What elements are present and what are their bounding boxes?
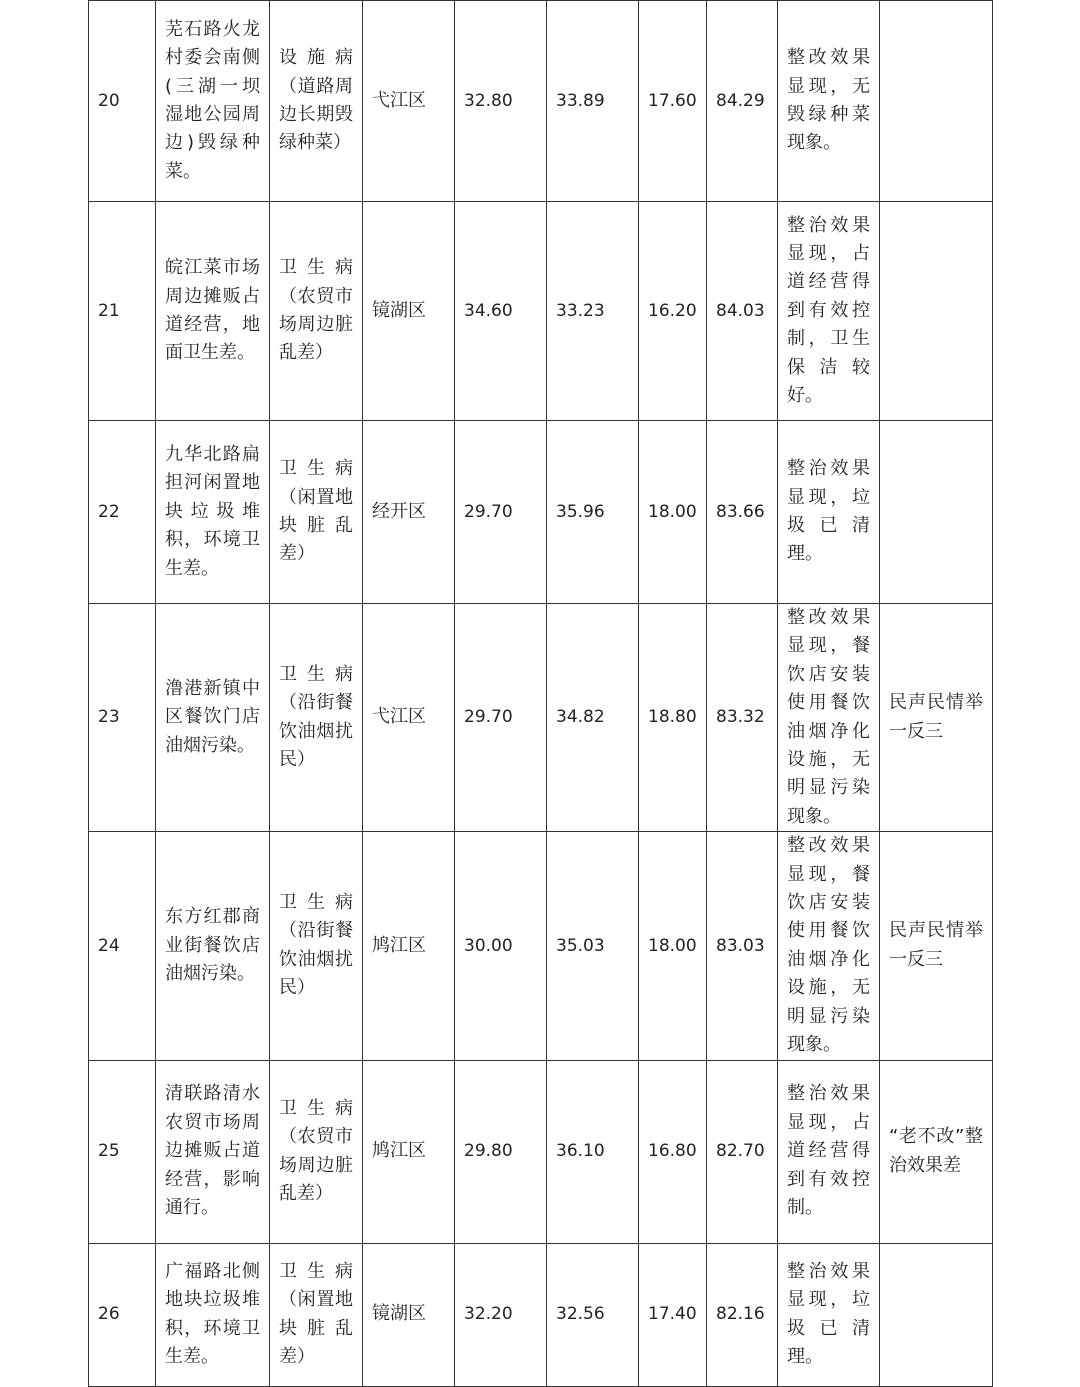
table-row <box>89 1060 993 1243</box>
problem-location-cell: 东方红郡商业街餐饮店油烟污染。 <box>156 832 270 1060</box>
remark-cell <box>880 202 993 421</box>
district-cell: 经开区 <box>363 421 455 604</box>
score-3-cell: 18.80 <box>639 604 707 832</box>
score-2-cell: 36.10 <box>547 1060 639 1243</box>
problem-category-cell: 卫生病（沿街餐饮油烟扰民） <box>270 604 363 832</box>
problem-location-cell: 皖江菜市场周边摊贩占道经营，地面卫生差。 <box>156 202 270 421</box>
row-number-cell: 20 <box>89 1 156 202</box>
problem-location-cell: 澛港新镇中区餐饮门店油烟污染。 <box>156 604 270 832</box>
problem-category-cell: 卫生病（农贸市场周边脏乱差） <box>270 1060 363 1243</box>
score-1-cell: 32.20 <box>455 1243 547 1386</box>
score-3-cell: 17.40 <box>639 1243 707 1386</box>
score-3-cell: 16.20 <box>639 202 707 421</box>
table-row <box>89 604 993 832</box>
score-1-cell: 29.70 <box>455 421 547 604</box>
district-cell: 鸠江区 <box>363 832 455 1060</box>
total-score-cell: 83.03 <box>707 832 778 1060</box>
problem-category-cell: 卫生病（农贸市场周边脏乱差） <box>270 202 363 421</box>
rectification-effect-cell: 整改效果显现，无毁绿种菜现象。 <box>778 1 880 202</box>
row-number-cell: 24 <box>89 832 156 1060</box>
problem-location-cell: 清联路清水农贸市场周边摊贩占道经营，影响通行。 <box>156 1060 270 1243</box>
district-cell: 镜湖区 <box>363 202 455 421</box>
rectification-effect-cell: 整改效果显现，餐饮店安装使用餐饮油烟净化设施，无明显污染现象。 <box>778 604 880 832</box>
remark-cell <box>880 421 993 604</box>
row-number-cell: 26 <box>89 1243 156 1386</box>
score-2-cell: 32.56 <box>547 1243 639 1386</box>
score-1-cell: 29.70 <box>455 604 547 832</box>
problem-category-cell: 设施病（道路周边长期毁绿种菜） <box>270 1 363 202</box>
total-score-cell: 84.29 <box>707 1 778 202</box>
rectification-effect-cell: 整治效果显现，垃圾已清理。 <box>778 421 880 604</box>
remark-cell: 民声民情举一反三 <box>880 832 993 1060</box>
problem-category-cell: 卫生病（闲置地块脏乱差） <box>270 1243 363 1386</box>
problem-location-cell: 广福路北侧地块垃圾堆积，环境卫生差。 <box>156 1243 270 1386</box>
rectification-effect-cell: 整治效果显现，垃圾已清理。 <box>778 1243 880 1386</box>
table-row <box>89 421 993 604</box>
problem-category-cell: 卫生病（沿街餐饮油烟扰民） <box>270 832 363 1060</box>
problem-category-cell: 卫生病（闲置地块脏乱差） <box>270 421 363 604</box>
remark-cell: “老不改”整治效果差 <box>880 1060 993 1243</box>
score-3-cell: 18.00 <box>639 421 707 604</box>
remark-cell <box>880 1243 993 1386</box>
rectification-effect-cell: 整治效果显现，占道经营得到有效控制。 <box>778 1060 880 1243</box>
score-1-cell: 29.80 <box>455 1060 547 1243</box>
total-score-cell: 83.32 <box>707 604 778 832</box>
score-3-cell: 17.60 <box>639 1 707 202</box>
row-number-cell: 21 <box>89 202 156 421</box>
rectification-effect-cell: 整治效果显现，占道经营得到有效控制，卫生保洁较好。 <box>778 202 880 421</box>
row-number-cell: 25 <box>89 1060 156 1243</box>
score-2-cell: 33.23 <box>547 202 639 421</box>
score-2-cell: 35.03 <box>547 832 639 1060</box>
table-row <box>89 832 993 1060</box>
problem-location-cell: 芜石路火龙村委会南侧(三湖一坝湿地公园周边)毁绿种菜。 <box>156 1 270 202</box>
problem-location-cell: 九华北路扁担河闲置地块垃圾堆积，环境卫生差。 <box>156 421 270 604</box>
row-number-cell: 22 <box>89 421 156 604</box>
district-cell: 镜湖区 <box>363 1243 455 1386</box>
total-score-cell: 82.70 <box>707 1060 778 1243</box>
total-score-cell: 83.66 <box>707 421 778 604</box>
remark-cell: 民声民情举一反三 <box>880 604 993 832</box>
table-row <box>89 1243 993 1386</box>
score-3-cell: 18.00 <box>639 832 707 1060</box>
table-row <box>89 1 993 202</box>
district-cell: 弋江区 <box>363 1 455 202</box>
district-cell: 弋江区 <box>363 604 455 832</box>
total-score-cell: 84.03 <box>707 202 778 421</box>
score-1-cell: 32.80 <box>455 1 547 202</box>
score-1-cell: 30.00 <box>455 832 547 1060</box>
score-2-cell: 35.96 <box>547 421 639 604</box>
score-3-cell: 16.80 <box>639 1060 707 1243</box>
ranking-table <box>88 0 993 1387</box>
row-number-cell: 23 <box>89 604 156 832</box>
rectification-effect-cell: 整改效果显现，餐饮店安装使用餐饮油烟净化设施，无明显污染现象。 <box>778 832 880 1060</box>
score-1-cell: 34.60 <box>455 202 547 421</box>
table-row <box>89 202 993 421</box>
remark-cell <box>880 1 993 202</box>
total-score-cell: 82.16 <box>707 1243 778 1386</box>
score-2-cell: 33.89 <box>547 1 639 202</box>
score-2-cell: 34.82 <box>547 604 639 832</box>
district-cell: 鸠江区 <box>363 1060 455 1243</box>
